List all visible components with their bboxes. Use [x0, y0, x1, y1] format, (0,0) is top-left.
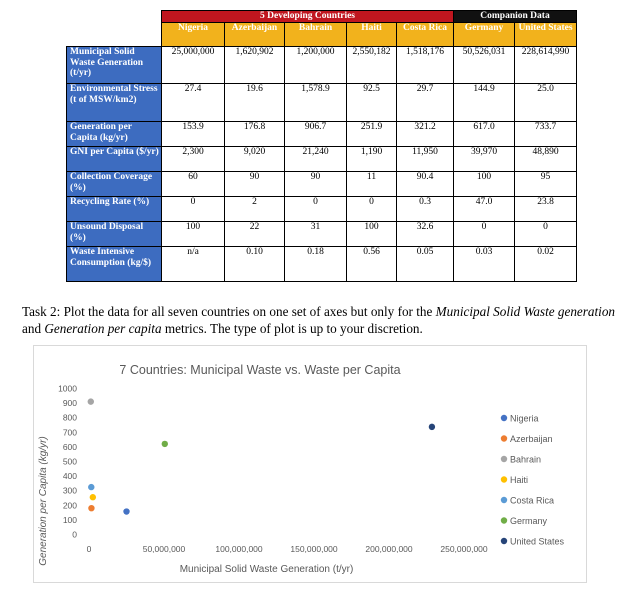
table-cell: 0.10 [225, 247, 285, 282]
y-tick-label: 500 [62, 456, 77, 467]
table-cell: 1,200,000 [285, 47, 347, 84]
table-cell: 22 [225, 222, 285, 247]
legend-marker [501, 456, 507, 462]
x-tick-label: 0 [86, 544, 92, 554]
legend-label: United States [510, 536, 565, 547]
task-metric-msw: Municipal Solid Waste generation [435, 304, 616, 319]
companion-group-header: Companion Data [454, 11, 577, 23]
row-label: Recycling Rate (%) [67, 197, 162, 222]
task-prefix: Task 2: Plot the data for all seven countries on one set of axes but only for the [22, 304, 436, 319]
table-cell: 32.6 [397, 222, 454, 247]
legend-label: Nigeria [510, 413, 539, 424]
country-header: Haiti [347, 23, 397, 47]
data-point [88, 505, 94, 511]
table-cell: 100 [162, 222, 225, 247]
table-cell: 100 [454, 172, 515, 197]
y-tick-label: 400 [62, 471, 77, 482]
legend-marker [501, 538, 507, 544]
table-row [67, 197, 577, 222]
table-cell: 0.56 [347, 247, 397, 282]
y-tick-label: 200 [62, 500, 77, 511]
table-cell: 0 [515, 222, 577, 247]
table-cell: 11,950 [397, 147, 454, 172]
x-axis-title: Municipal Solid Waste Generation (t/yr) [179, 564, 354, 575]
chart-title: 7 Countries: Municipal Waste vs. Waste per Capita [119, 363, 401, 377]
data-point [90, 494, 96, 500]
country-header: Bahrain [285, 23, 347, 47]
table-cell: 31 [285, 222, 347, 247]
table-cell: 100 [347, 222, 397, 247]
table-cell: 90 [225, 172, 285, 197]
data-point [88, 398, 94, 404]
legend-marker [501, 415, 507, 421]
table-cell: 90 [285, 172, 347, 197]
legend-marker [501, 476, 507, 482]
table-row [67, 172, 577, 197]
table-cell: 0 [347, 197, 397, 222]
table-cell: 2 [225, 197, 285, 222]
table-cell: 144.9 [454, 84, 515, 122]
table-cell: 25.0 [515, 84, 577, 122]
x-tick-label: 250,000,000 [440, 544, 488, 554]
y-tick-label: 100 [62, 514, 77, 525]
table-cell: 0 [162, 197, 225, 222]
table-cell: 0.02 [515, 247, 577, 282]
legend-label: Germany [510, 516, 548, 526]
table-cell: n/a [162, 247, 225, 282]
table-cell: 0 [285, 197, 347, 222]
data-point [123, 508, 129, 514]
table-cell: 176.8 [225, 122, 285, 147]
scatter-chart [33, 345, 587, 583]
country-header: Costa Rica [397, 23, 454, 47]
table-cell: 228,614,990 [515, 47, 577, 84]
row-label: Environmental Stress (t of MSW/km2) [67, 84, 162, 122]
table-cell: 0.3 [397, 197, 454, 222]
legend-marker [501, 517, 507, 523]
table-cell: 92.5 [347, 84, 397, 122]
table-row [67, 222, 577, 247]
table-row [67, 47, 577, 84]
y-tick-label: 1000 [58, 383, 77, 394]
y-tick-label: 700 [62, 427, 77, 438]
y-tick-label: 800 [62, 412, 77, 423]
table-row [67, 247, 577, 282]
table-cell: 1,518,176 [397, 47, 454, 84]
developing-group-header: 5 Developing Countries [162, 11, 454, 23]
table-corner-blank [67, 11, 162, 23]
country-header: Nigeria [162, 23, 225, 47]
table-cell: 21,240 [285, 147, 347, 172]
table-cell: 2,550,182 [347, 47, 397, 84]
y-tick-label: 900 [62, 398, 77, 409]
row-label: Collection Coverage (%) [67, 172, 162, 197]
row-label: Waste Intensive Consumption (kg/$) [67, 247, 162, 282]
data-point [88, 484, 94, 490]
table-row [67, 84, 577, 122]
data-point [429, 424, 435, 430]
table-cell: 2,300 [162, 147, 225, 172]
table-cell: 9,020 [225, 147, 285, 172]
table-cell: 0.18 [285, 247, 347, 282]
table-cell: 617.0 [454, 122, 515, 147]
row-label: GNI per Capita ($/yr) [67, 147, 162, 172]
table-cell: 1,620,902 [225, 47, 285, 84]
table-cell: 23.8 [515, 197, 577, 222]
legend-marker [501, 435, 507, 441]
x-tick-label: 200,000,000 [365, 544, 413, 554]
legend-label: Azerbaijan [510, 434, 553, 444]
table-cell: 27.4 [162, 84, 225, 122]
legend-marker [501, 497, 507, 503]
row-label: Generation per Capita (kg/yr) [67, 122, 162, 147]
x-tick-label: 100,000,000 [215, 544, 263, 554]
table-cell: 1,578.9 [285, 84, 347, 122]
legend-label: Haiti [510, 475, 529, 485]
table-cell: 47.0 [454, 197, 515, 222]
task-suffix: metrics. The type of plot is up to your discretion. [161, 321, 423, 336]
table-cell: 48,890 [515, 147, 577, 172]
table-cell: 90.4 [397, 172, 454, 197]
table-row [67, 122, 577, 147]
table-cell: 251.9 [347, 122, 397, 147]
table-cell: 1,190 [347, 147, 397, 172]
legend-label: Bahrain [510, 454, 542, 465]
table-cell: 321.2 [397, 122, 454, 147]
y-tick-label: 300 [62, 485, 77, 496]
row-label: Unsound Disposal (%) [67, 222, 162, 247]
table-cell: 0 [454, 222, 515, 247]
table-cell: 25,000,000 [162, 47, 225, 84]
table-corner-blank [67, 23, 162, 47]
country-header: United States [515, 23, 577, 47]
task-middle: and [22, 321, 45, 336]
table-cell: 19.6 [225, 84, 285, 122]
table-cell: 95 [515, 172, 577, 197]
y-axis-title: Generation per Capita (kg/yr) [38, 436, 49, 566]
country-header: Azerbaijan [225, 23, 285, 47]
table-cell: 11 [347, 172, 397, 197]
legend-label: Costa Rica [510, 495, 555, 506]
data-table [66, 10, 577, 282]
task-instructions [22, 303, 622, 337]
table-cell: 153.9 [162, 122, 225, 147]
row-label: Municipal Solid Waste Generation (t/yr) [67, 47, 162, 84]
table-cell: 39,970 [454, 147, 515, 172]
table-row [67, 147, 577, 172]
table-cell: 0.03 [454, 247, 515, 282]
x-tick-label: 50,000,000 [142, 544, 186, 554]
y-tick-label: 0 [72, 529, 77, 540]
country-header: Germany [454, 23, 515, 47]
table-cell: 60 [162, 172, 225, 197]
table-cell: 0.05 [397, 247, 454, 282]
table-cell: 906.7 [285, 122, 347, 147]
x-tick-label: 150,000,000 [290, 544, 338, 554]
data-point [162, 441, 168, 447]
table-cell: 29.7 [397, 84, 454, 122]
task-metric-per-capita: Generation per capita [44, 321, 162, 336]
table-cell: 733.7 [515, 122, 577, 147]
table-cell: 50,526,031 [454, 47, 515, 84]
y-tick-label: 600 [62, 441, 77, 452]
chart-canvas [34, 346, 586, 582]
